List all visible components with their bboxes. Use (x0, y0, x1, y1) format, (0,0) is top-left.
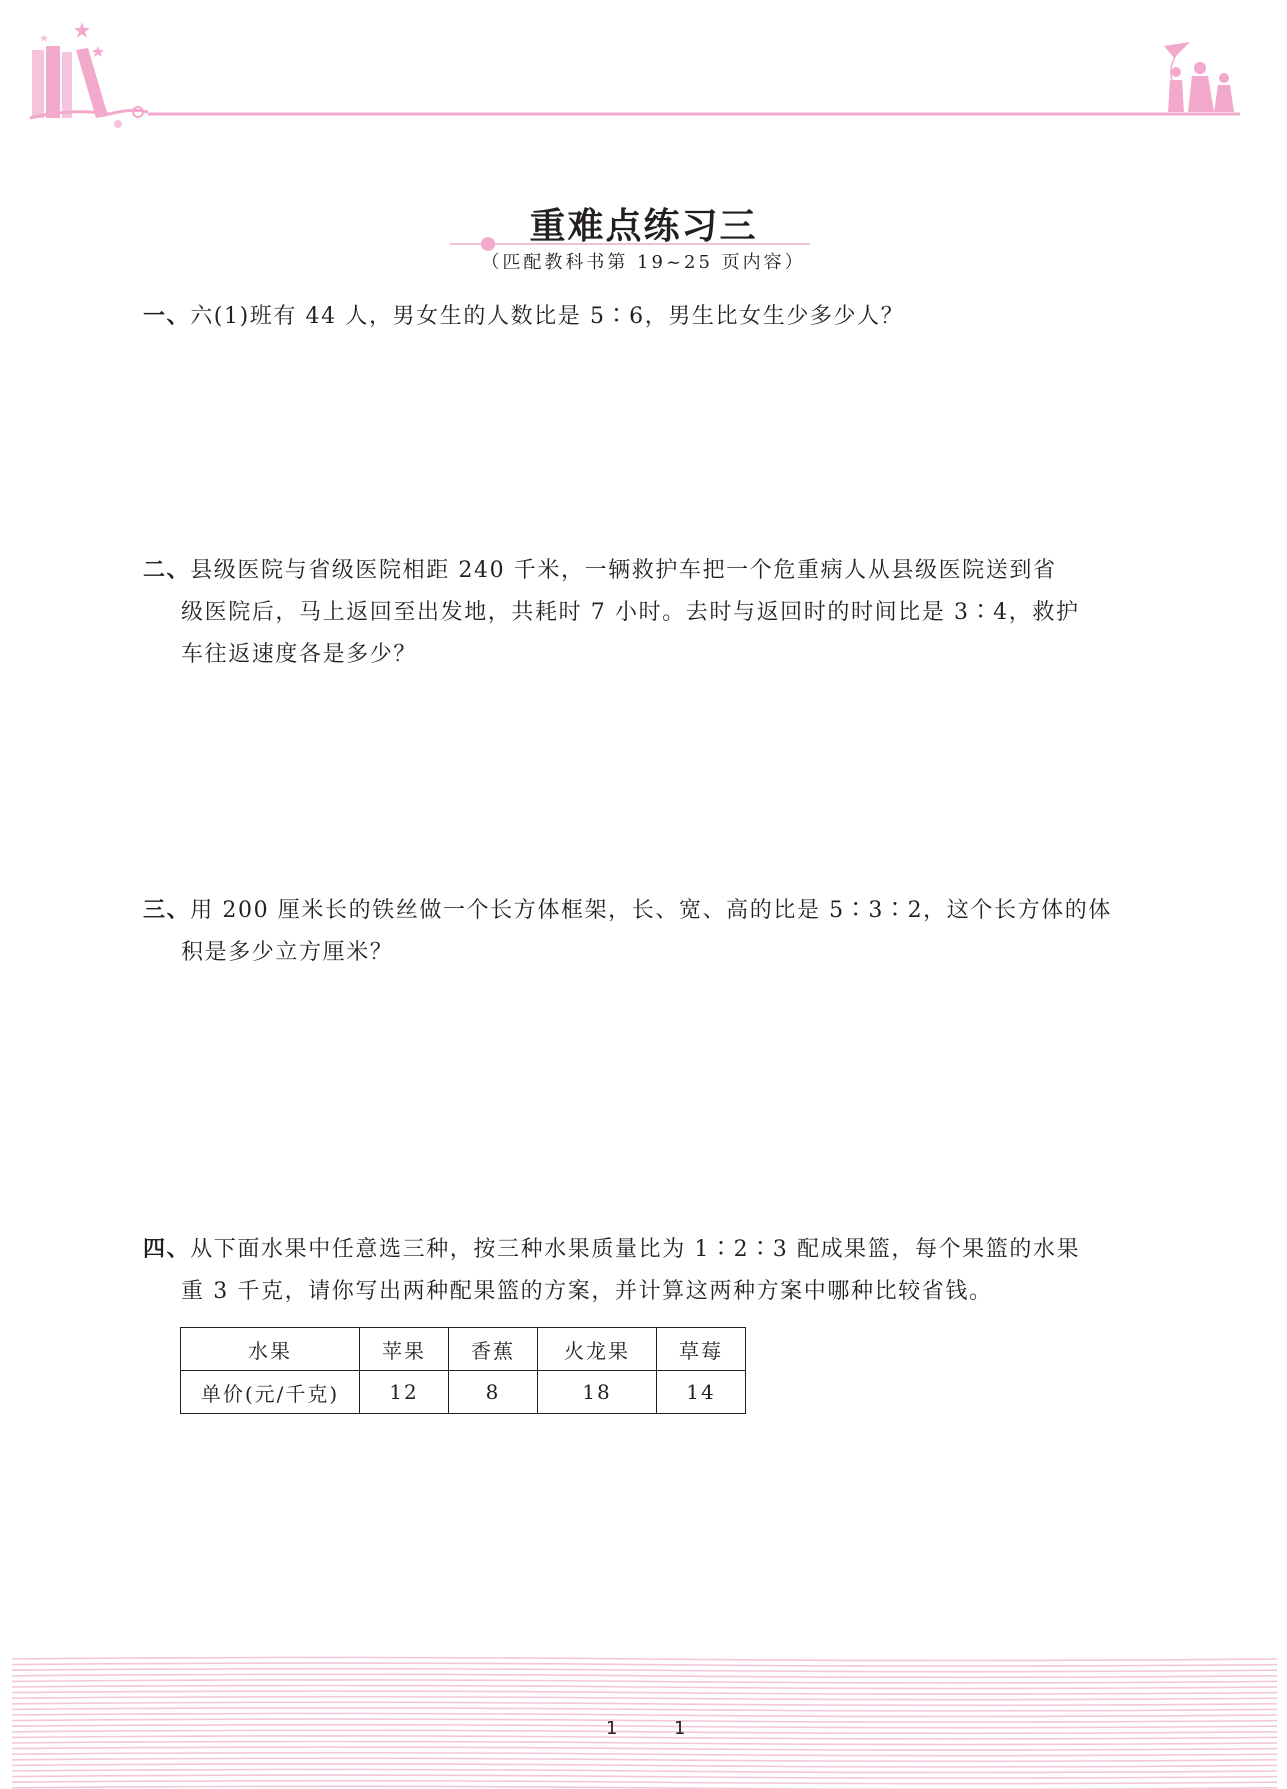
question-2-text-1: 县级医院与省级医院相距 240 千米，一辆救护车把一个危重病人从县级医院送到省 (190, 558, 1057, 583)
footer-stripe (12, 1697, 1277, 1700)
footer-stripe (12, 1691, 1277, 1694)
page-title: 重难点练习三 (529, 206, 758, 247)
question-2-text-2: 级医院后，马上返回至出发地，共耗时 7 小时。去时与返回时的时间比是 3∶4，救护 (181, 600, 1080, 625)
footer-stripe (12, 1758, 1277, 1761)
table-cell: 18 (538, 1371, 657, 1414)
footer-stripe (12, 1674, 1277, 1677)
footer-stripe (12, 1775, 1277, 1778)
question-3 (143, 890, 1123, 974)
question-3-line-1 (143, 890, 1123, 932)
table-cell: 12 (360, 1371, 449, 1414)
question-1-line-1 (143, 296, 1123, 338)
table-header-cell: 草莓 (657, 1328, 746, 1371)
table-cell: 14 (657, 1371, 746, 1414)
footer-stripe (12, 1736, 1277, 1739)
footer-stripe (12, 1781, 1277, 1784)
question-1 (143, 296, 1123, 338)
footer-stripe (12, 1714, 1277, 1717)
footer-stripe (12, 1680, 1277, 1683)
question-4-number: 四、 (143, 1237, 191, 1262)
question-4-text-1: 从下面水果中任意选三种，按三种水果质量比为 1∶2∶3 配成果篮，每个果篮的水果 (190, 1237, 1081, 1262)
footer-stripe (12, 1725, 1277, 1728)
question-1-number: 一、 (143, 304, 191, 329)
footer-stripe (12, 1708, 1277, 1711)
footer-stripe (12, 1719, 1277, 1722)
question-3-text-1: 用 200 厘米长的铁丝做一个长方体框架，长、宽、高的比是 5∶3∶2，这个长方体的体 (190, 898, 1112, 923)
footer-stripe (12, 1770, 1277, 1773)
table-header-cell: 苹果 (360, 1328, 449, 1371)
page-number-left: 1 (606, 1718, 618, 1739)
page-number-right: 1 (674, 1718, 686, 1739)
table-header-cell: 水果 (181, 1328, 360, 1371)
table-row (181, 1371, 746, 1414)
question-3-text-2: 积是多少立方厘米？ (181, 940, 394, 965)
footer-stripe (12, 1658, 1277, 1661)
footer-stripe (12, 1663, 1277, 1666)
footer-stripe (12, 1686, 1277, 1689)
footer-stripe (12, 1753, 1277, 1756)
table-header-row (181, 1328, 746, 1371)
footer-stripe (12, 1669, 1277, 1672)
question-1-text: 六(1)班有 44 人，男女生的人数比是 5∶6，男生比女生少多少人？ (190, 304, 905, 329)
footer-stripe (12, 1730, 1277, 1733)
question-2 (143, 550, 1123, 676)
question-2-number: 二、 (143, 558, 191, 583)
books-stars-emblem-icon (30, 22, 148, 128)
question-2-line-1 (143, 550, 1123, 592)
header-decoration (0, 0, 1287, 140)
question-3-number: 三、 (143, 898, 191, 923)
question-2-text-3: 车往返速度各是多少？ (181, 642, 418, 667)
question-4-line-1 (143, 1229, 1123, 1271)
fruit-price-table (180, 1327, 746, 1414)
table-header-cell: 香蕉 (449, 1328, 538, 1371)
footer-stripe (12, 1747, 1277, 1750)
question-4-text-2: 重 3 千克，请你写出两种配果篮的方案，并计算这两种方案中哪种比较省钱。 (181, 1279, 993, 1304)
footer-stripe (12, 1702, 1277, 1705)
question-4 (143, 1229, 1123, 1313)
table-header-cell: 火龙果 (538, 1328, 657, 1371)
footer-stripe (12, 1742, 1277, 1745)
table-cell: 单价(元/千克) (181, 1371, 360, 1414)
family-kite-silhouette-icon (1164, 42, 1234, 112)
footer-stripe (12, 1764, 1277, 1767)
footer-stripe-decoration (12, 1655, 1277, 1789)
page-subtitle: （匹配教科书第 19~25 页内容） (481, 252, 806, 273)
table-cell: 8 (449, 1371, 538, 1414)
